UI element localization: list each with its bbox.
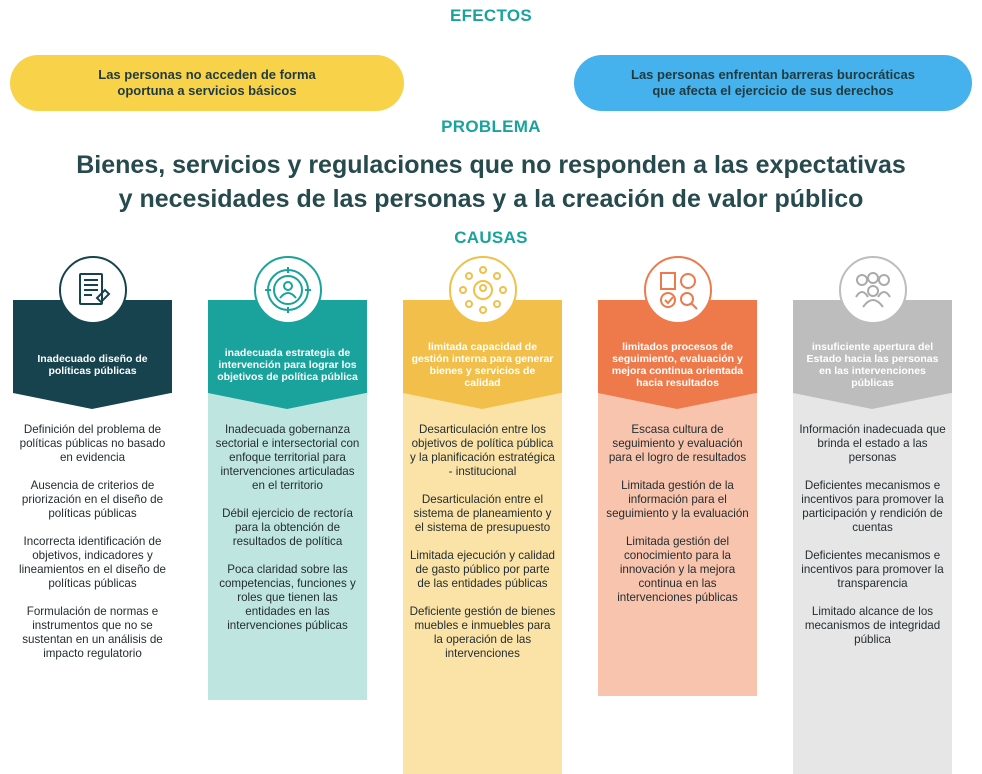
cause-item: Débil ejercicio de rectoría para la obtención de resultados de política — [222, 507, 353, 548]
cause-body — [598, 393, 757, 696]
cause-item: Definición del problema de políticas públicas no basado en evidencia — [19, 423, 166, 464]
cause-body — [13, 393, 172, 723]
network-person-icon — [449, 256, 517, 324]
monitoring-evaluation-icon — [644, 256, 712, 324]
cause-item: Incorrecta identificación de objetivos, indicadores y lineamientos en el diseño de políticas públicas — [19, 535, 166, 590]
cause-item: Deficientes mecanismos e incentivos para promover la transparencia — [801, 549, 944, 590]
cause-item: Desarticulación entre los objetivos de política pública y la planificación estratégica - institucional — [409, 423, 555, 478]
cause-item: Limitado alcance de los mecanismos de integridad pública — [804, 605, 941, 646]
cause-item: Poca claridad sobre las competencias, funciones y roles que tienen las entidades en las intervenciones públicas — [219, 563, 356, 632]
cause-item: Formulación de normas e instrumentos que no se sustentan en un análisis de impacto regulatorio — [22, 605, 163, 660]
cause-item: Deficientes mecanismos e incentivos para promover la participación y rendición de cuentas — [801, 479, 944, 534]
cause-header: insuficiente apertura del Estado hacia las personas en las intervenciones públicas — [793, 300, 952, 393]
cause-item: Desarticulación entre el sistema de planeamiento y el sistema de presupuesto — [413, 493, 552, 534]
cause-item: Limitada ejecución y calidad de gasto público por parte de las entidades públicas — [409, 549, 555, 590]
cause-header: inadecuada estrategia de intervención para lograr los objetivos de política pública — [208, 300, 367, 393]
target-person-icon — [254, 256, 322, 324]
cause-header: limitados procesos de seguimiento, evaluación y mejora continua orientada hacia resultados — [598, 300, 757, 393]
cause-item: Información inadecuada que brinda el estado a las personas — [799, 423, 946, 464]
problem-line-1: Bienes, servicios y regulaciones que no responden a las expectativas — [76, 151, 906, 179]
cause-body — [793, 393, 952, 774]
causes-label: CAUSAS — [454, 228, 528, 247]
cause-column-state-openness — [793, 300, 952, 774]
cause-item: Escasa cultura de seguimiento y evaluación para el logro de resultados — [608, 423, 747, 464]
document-policy-icon — [59, 256, 127, 324]
effect-text: Las personas no acceden de forma oportuna a servicios básicos — [98, 67, 316, 98]
cause-body — [403, 393, 562, 774]
cause-item: Limitada gestión del conocimiento para la innovación y la mejora continua en las intervenciones públicas — [617, 535, 738, 604]
cause-item: Limitada gestión de la información para el seguimiento y la evaluación — [606, 479, 749, 520]
problem-label: PROBLEMA — [441, 117, 541, 136]
effect-text: Las personas enfrentan barreras burocráticas que afecta el ejercicio de sus derechos — [631, 67, 915, 98]
cause-column-policy-design — [13, 300, 172, 723]
cause-header: Inadecuado diseño de políticas públicas — [13, 300, 172, 393]
cause-header-chevron — [403, 393, 561, 409]
cause-body — [208, 393, 367, 700]
cause-column-internal-management — [403, 300, 562, 774]
cause-item: Ausencia de criterios de priorización en el diseño de políticas públicas — [21, 479, 164, 520]
cause-item: Deficiente gestión de bienes muebles e inmuebles para la operación de las intervenciones — [409, 605, 556, 660]
cause-header-chevron — [793, 393, 951, 409]
effects-label: EFECTOS — [449, 6, 533, 25]
effect-bureaucratic-barriers — [574, 55, 972, 111]
cause-item: Inadecuada gobernanza sectorial e intersectorial con enfoque territorial para intervenciones articuladas en el territorio — [215, 423, 360, 492]
cause-header-chevron — [13, 393, 171, 409]
cause-header-chevron — [598, 393, 756, 409]
cause-header-chevron — [208, 393, 366, 409]
problem-line-2: y necesidades de las personas y a la creación de valor público — [118, 185, 864, 213]
problem-statement — [0, 148, 982, 216]
cause-header: limitada capacidad de gestión interna para generar bienes y servicios de calidad — [403, 300, 562, 393]
people-group-icon — [839, 256, 907, 324]
cause-column-intervention-strategy — [208, 300, 367, 700]
effect-basic-services — [10, 55, 404, 111]
cause-column-monitoring-evaluation — [598, 300, 757, 696]
